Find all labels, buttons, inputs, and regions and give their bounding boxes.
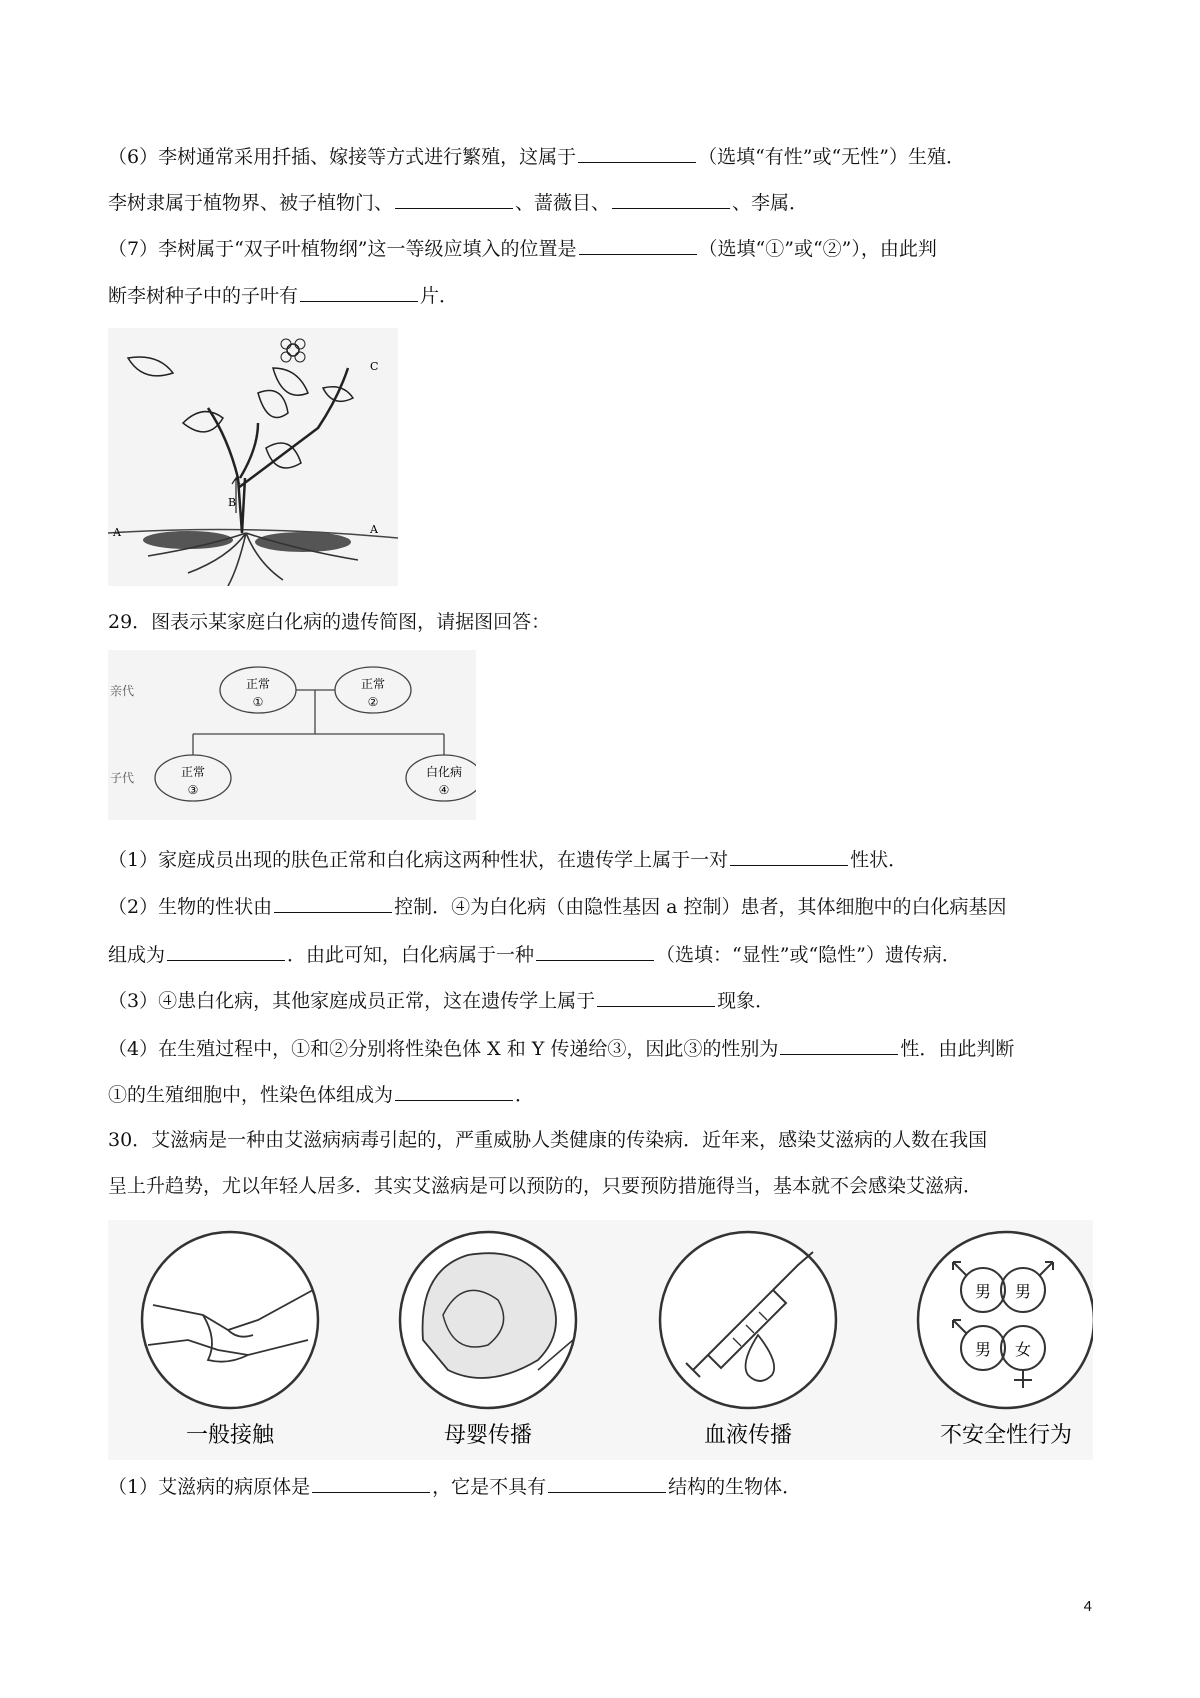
- label-a-left: A: [113, 526, 121, 539]
- answer-blank[interactable]: [612, 188, 730, 209]
- gender-symbols-icon: [918, 1232, 1093, 1408]
- answer-blank[interactable]: [274, 892, 392, 913]
- pedigree-diagram: [108, 650, 476, 820]
- answer-blank[interactable]: [536, 940, 654, 961]
- answer-blank[interactable]: [312, 1472, 430, 1493]
- q7-line-1: （7）李树属于“双子叶植物纲”这一等级应填入的位置是 （选填“①”或“②”），由此判: [108, 234, 937, 263]
- syringe-icon: [660, 1232, 836, 1408]
- answer-blank[interactable]: [300, 281, 418, 302]
- q29-2-line-1: （2）生物的性状由 控制．④为白化病（由隐性基因 a 控制）患者，其体细胞中的白化病基因: [108, 892, 1007, 921]
- answer-blank[interactable]: [579, 234, 697, 255]
- gender-m2: 男: [1014, 1282, 1032, 1301]
- caption-2: 母婴传播: [443, 1423, 533, 1448]
- label-c: C: [370, 360, 379, 373]
- p2-label: 正常: [360, 677, 386, 691]
- q29-1: （1）家庭成员出现的肤色正常和白化病这两种性状，在遗传学上属于一对 性状．: [108, 845, 907, 874]
- gender-m1: 男: [974, 1282, 992, 1301]
- c2-num: ④: [438, 783, 450, 797]
- q29-2-line-2: 组成为 ．由此可知，白化病属于一种 （选填：“显性”或“隐性”）遗传病．: [108, 940, 961, 969]
- answer-blank[interactable]: [597, 986, 715, 1007]
- q30-1: （1）艾滋病的病原体是 ，它是不具有 结构的生物体．: [108, 1472, 801, 1501]
- handshake-icon: [142, 1232, 318, 1408]
- caption-4: 不安全性行为: [939, 1423, 1073, 1448]
- c1-num: ③: [187, 783, 199, 797]
- caption-1: 一般接触: [185, 1423, 275, 1448]
- q29-4-line-2: ①的生殖细胞中，性染色体组成为 ．: [108, 1080, 534, 1109]
- q30-line-1: 30．艾滋病是一种由艾滋病病毒引起的，严重威胁人类健康的传染病．近年来，感染艾滋病的人数在我国: [108, 1129, 988, 1151]
- q29-4-line-1: （4）在生殖过程中，①和②分别将性染色体 X 和 Y 传递给③，因此③的性别为 性．由此判断: [108, 1034, 1014, 1063]
- q6-line-1: （6）李树通常采用扦插、嫁接等方式进行繁殖，这属于 （选填“有性”或“无性”）生殖．: [108, 142, 965, 171]
- gender-f1: 女: [1014, 1340, 1032, 1359]
- row-label-parent: 亲代: [110, 684, 135, 698]
- q30-line-2: 呈上升趋势，尤以年轻人居多．其实艾滋病是可以预防的，只要预防措施得当，基本就不会感染艾滋病．: [108, 1175, 983, 1197]
- plant-diagram: [108, 328, 398, 586]
- p1-label: 正常: [245, 677, 271, 691]
- q6-line-2: 李树隶属于植物界、被子植物门、 、蔷薇目、 、李属．: [108, 188, 808, 217]
- p2-num: ②: [367, 695, 379, 709]
- answer-blank[interactable]: [395, 1080, 513, 1101]
- c2-label: 白化病: [425, 765, 463, 779]
- label-a-right: A: [370, 523, 378, 536]
- mother-baby-icon: [400, 1232, 576, 1408]
- answer-blank[interactable]: [395, 188, 513, 209]
- page-number: 4: [1083, 1598, 1092, 1615]
- aids-transmission-icons: [108, 1220, 1093, 1460]
- caption-3: 血液传播: [703, 1423, 793, 1448]
- p1-num: ①: [252, 695, 264, 709]
- answer-blank[interactable]: [167, 940, 285, 961]
- row-label-child: 子代: [110, 771, 135, 785]
- q29-3: （3）④患白化病，其他家庭成员正常，这在遗传学上属于 现象．: [108, 986, 774, 1015]
- q29-title: 29．图表示某家庭白化病的遗传简图，请据图回答：: [108, 611, 551, 633]
- gender-m3: 男: [974, 1340, 992, 1359]
- answer-blank[interactable]: [730, 845, 848, 866]
- answer-blank[interactable]: [780, 1034, 898, 1055]
- c1-label: 正常: [180, 765, 206, 779]
- label-b: B: [228, 496, 237, 509]
- answer-blank[interactable]: [578, 142, 696, 163]
- q7-line-2: 断李树种子中的子叶有 片．: [108, 281, 458, 310]
- answer-blank[interactable]: [548, 1472, 666, 1493]
